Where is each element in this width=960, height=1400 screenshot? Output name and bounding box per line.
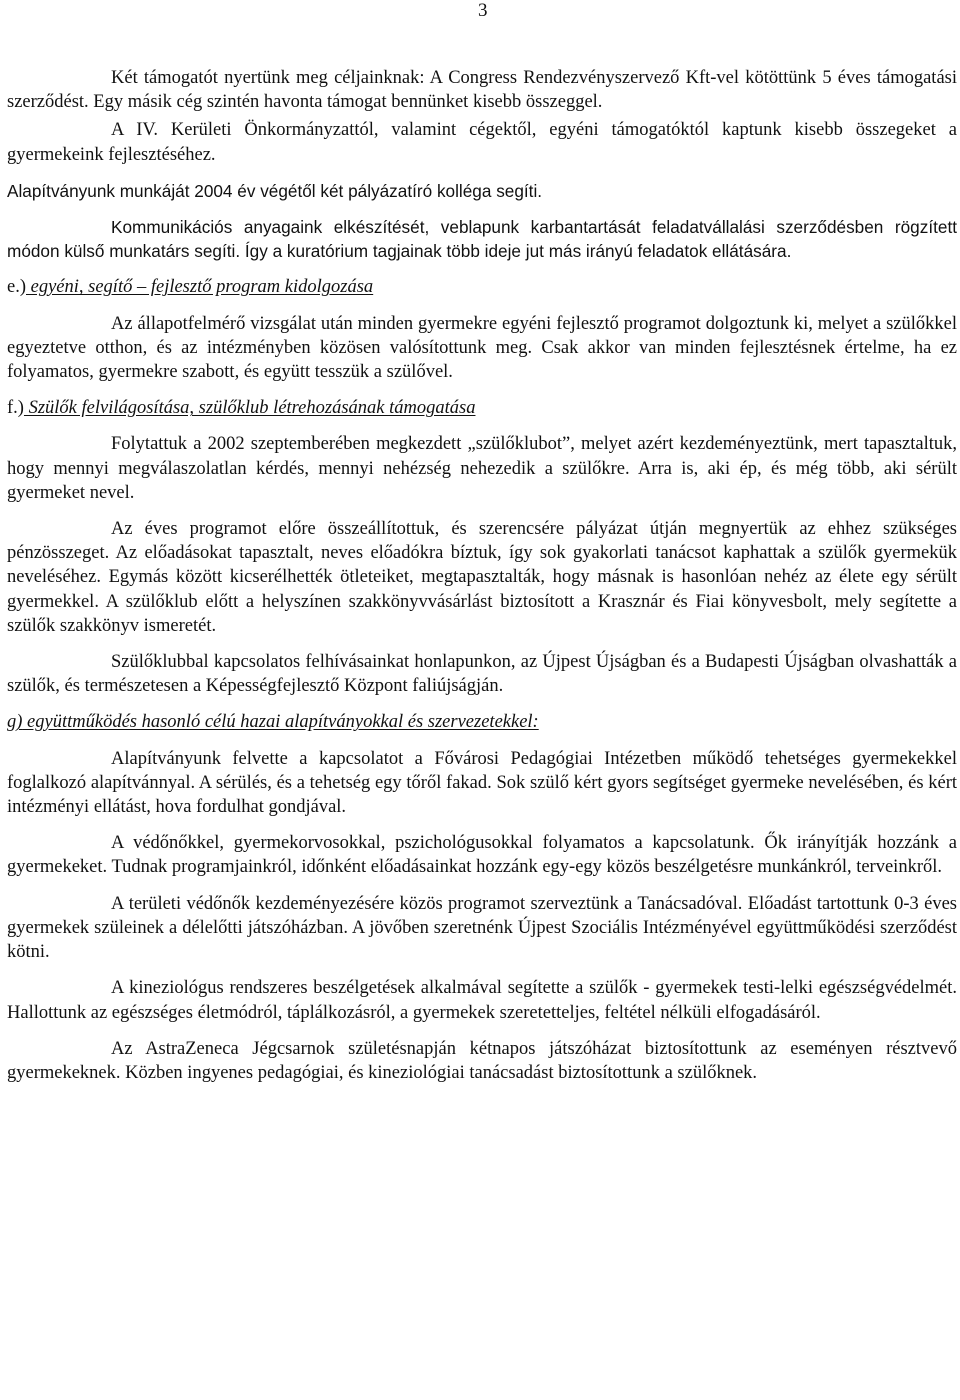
paragraph: Két támogatót nyertünk meg céljainknak: A Congress Rendezvényszervező Kft-vel kötöttünk 5 éves támogatási szerződést. Egy másik cég szintén havonta támogat bennünket kisebb összeggel.: [7, 68, 957, 113]
paragraph: Az állapotfelmérő vizsgálat után minden gyermekre egyéni fejlesztő programot dolgoztunk ki, melyet a szülőkkel egyeztetve otthon, és az intézményben közösen valósítottunk meg. Csak akkor van minden fejlesztésnek értelme, ha ez folyamatos, gyermekre szabott, és együtt tesszük a szülővel.: [7, 313, 957, 383]
section-heading-g: [7, 710, 957, 734]
paragraph: Folytattuk a 2002 szeptemberében megkezdett „szülőklubot”, melyet azért kezdeményeztünk, mert tapasztaltuk, hogy mennyi megválaszolatlan kérdés, mennyi nehézség nehezedik a szülőkre. Arra is, aki ép, és még több, aki sérült gyermeket nevel.: [7, 434, 957, 503]
section-title: együttműködés hasonló célú hazai alapítványokkal és szervezetekkel:: [22, 712, 539, 733]
paragraph: Az éves programot előre összeállítottuk, és szerencsére pályázat útján megnyertük az ehhez szükséges pénzösszeget. Az előadásokat tapasztalt, neves előadókra bíztuk, így sok gyakorlati tanácsot kaphattak a szülők gyermekük neveléséhez. Egymás között kicserélhették ötleteiket, megtapasztalták, hogy másnak is hasonlóan nehéz az élete egy sérült gyermekkel. A szülőklub előtt a helyszínen szakkönyvvásárlást biztosított a Krasznár és Fiai könyvesbolt, mely segítette a szülők szakkönyv ismeretét.: [7, 519, 957, 636]
page-number: 3: [478, 0, 488, 21]
paragraph: Alapítványunk felvette a kapcsolatot a Fővárosi Pedagógiai Intézetben működő tehetséges gyermekekkel foglalkozó alapítvánnyal. A sérülés, és a tehetség egy tőről fakad. Sok szülő kért gyors segítséget gyermeke nevelésében, és kért intézményi ellátást, hova fordulhat gondjával.: [7, 748, 957, 818]
section-heading-e: [7, 275, 957, 299]
paragraph: Alapítványunk munkáját 2004 év végétől két pályázatíró kolléga segíti.: [7, 180, 543, 201]
paragraph: A védőnőkkel, gyermekorvosokkal, pszichológusokkal folyamatos a kapcsolatunk. Ők irányítják hozzánk a gyermekeket. Tudnak programjainkról, időnként előadásainkat hozzánk egy-egy közös beszélgetésre munkánkról, terveinkről.: [7, 833, 957, 878]
section-heading-f: [7, 396, 957, 420]
paragraph: A kineziológus rendszeres beszélgetések alkalmával segítette a szülők - gyermekek testi-lelki egészségvédelmét. Hallottunk az egészséges életmódról, táplálkozásról, a gyermekek szeretetteljes, feltétel nélküli elfogadásáról.: [7, 978, 957, 1023]
section-label: e.): [7, 277, 26, 298]
section-label: f.): [7, 398, 24, 419]
paragraph: A IV. Kerületi Önkormányzattól, valamint cégektől, egyéni támogatóktól kaptunk kisebb összegeket a gyermekeink fejlesztéséhez.: [7, 120, 957, 165]
paragraph: A területi védőnők kezdeményezésére közös programot szerveztünk a Tanácsadóval. Előadást tartottunk 0-3 éves gyermekek szüleinek a délelőtti játszóházban. A jövőben szeretnénk Újpest Szociális Intézményével együttműködési szerződést kötni.: [7, 893, 957, 963]
paragraph: Szülőklubbal kapcsolatos felhívásainkat honlapunkon, az Újpest Újságban és a Budapesti Újságban olvashatták a szülők, és természetesen a Képességfejlesztő Központ faliújságján.: [7, 652, 957, 697]
paragraph: Az AstraZeneca Jégcsarnok születésnapján kétnapos játszóházat biztosítottunk az eseményen résztvevő gyermekeknek. Közben ingyenes pedagógiai, és kineziológiai tanácsadást biztosítottunk a szülőknek.: [7, 1038, 957, 1083]
section-title: Szülők felvilágosítása, szülőklub létrehozásának támogatása: [23, 398, 476, 419]
section-title: egyéni, segítő – fejlesztő program kidolgozása: [26, 277, 374, 298]
document-body: [7, 66, 957, 1097]
paragraph: Kommunikációs anyagaink elkészítését, veblapunk karbantartását feladatvállalási szerződésben rögzített módon külső munkatárs segíti. Így a kuratórium tagjainak több ideje jut más irányú feladatok ellátására.: [7, 217, 957, 262]
section-label: g): [7, 712, 23, 733]
